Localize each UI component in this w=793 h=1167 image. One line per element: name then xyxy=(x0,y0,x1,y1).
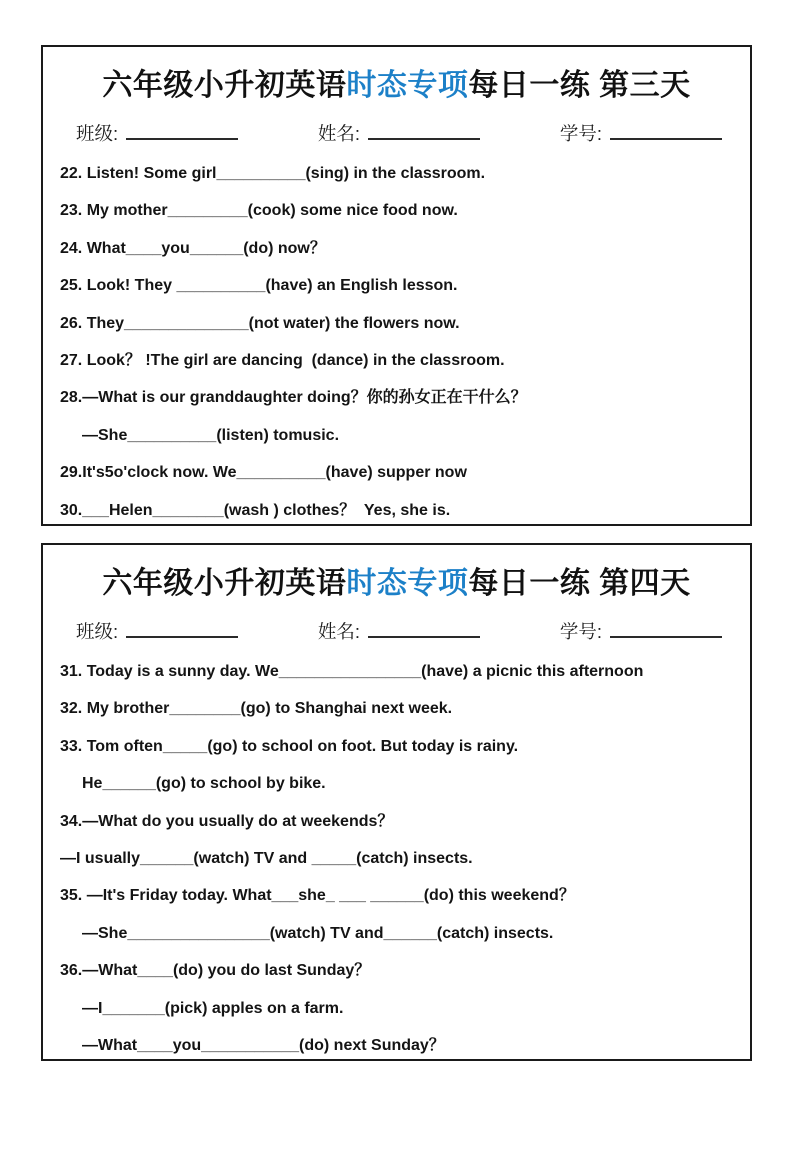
exercise-list xyxy=(43,155,750,529)
exercise-line: 31. Today is a sunny day. We________________(have) a picnic this afternoon xyxy=(60,663,644,680)
exercise-line: He______(go) to school by bike. xyxy=(82,775,326,793)
student-id-field-label: 学号: xyxy=(559,123,602,144)
name-field-label: 姓名: xyxy=(317,123,361,144)
exercise-line: —She________________(watch) TV and______(catch) insects. xyxy=(82,924,554,942)
exercise-line: —She__________(listen) tomusic. xyxy=(82,426,340,444)
exercise-line: 32. My brother________(go) to Shanghai next week. xyxy=(60,700,453,718)
exercise-line: 36.—What____(do) you do last Sunday？ xyxy=(60,962,371,980)
exercise-line: 25. Look! They __________(have) an English lesson. xyxy=(60,277,458,295)
exercise-line: —I_______(pick) apples on a farm. xyxy=(82,999,344,1017)
class-field-label: 班级: xyxy=(76,621,119,642)
name-field-blank xyxy=(368,119,480,140)
worksheet-day3 xyxy=(41,45,752,526)
title-suffix: 每日一练 第三天 xyxy=(468,69,691,102)
student-id-field xyxy=(560,119,722,146)
exercise-list xyxy=(43,653,750,1064)
class-field xyxy=(76,119,238,146)
class-field xyxy=(76,617,238,644)
exercise-line: 27. Look？ !The girl are dancing (dance) in the classroom. xyxy=(60,352,505,370)
student-id-field-blank xyxy=(610,119,722,140)
student-id-field-blank xyxy=(610,617,722,638)
exercise-line: 29.It's5o'clock now. We__________(have) supper now xyxy=(60,464,467,482)
student-info-row xyxy=(76,119,722,146)
class-field-label: 班级: xyxy=(76,123,119,144)
exercise-line: 33. Tom often_____(go) to school on foot. But today is rainy. xyxy=(60,737,519,755)
student-id-field-label: 学号: xyxy=(559,621,602,642)
exercise-line: —What____you___________(do) next Sunday？ xyxy=(82,1037,445,1055)
name-field-label: 姓名: xyxy=(317,621,361,642)
name-field xyxy=(318,617,480,644)
worksheet-page xyxy=(0,45,793,1167)
title-suffix: 每日一练 第四天 xyxy=(468,567,691,600)
name-field-blank xyxy=(368,617,480,638)
exercise-line: 23. My mother_________(cook) some nice food now. xyxy=(60,202,458,220)
worksheet-day4 xyxy=(41,543,752,1061)
exercise-line: 26. They______________(not water) the flowers now. xyxy=(60,314,460,332)
page-title xyxy=(43,60,750,104)
exercise-line: 34.—What do you usually do at weekends？ xyxy=(60,812,394,830)
student-info-row xyxy=(76,617,722,644)
exercise-line: 28.—What is our granddaughter doing？你的孙女正在干什么？ xyxy=(60,389,527,407)
title-prefix: 六年级小升初英语 xyxy=(102,69,347,102)
exercise-line: 35. —It's Friday today. What___she_ ___ ______(do) this weekend？ xyxy=(60,887,575,905)
class-field-blank xyxy=(126,119,238,140)
title-highlight: 时态专项 xyxy=(346,69,469,102)
class-field-blank xyxy=(126,617,238,638)
title-highlight: 时态专项 xyxy=(346,567,469,600)
title-prefix: 六年级小升初英语 xyxy=(102,567,347,600)
exercise-line: 22. Listen! Some girl__________(sing) in the classroom. xyxy=(60,165,486,182)
name-field xyxy=(318,119,480,146)
student-id-field xyxy=(560,617,722,644)
exercise-line: 24. What____you______(do) now？ xyxy=(60,239,326,257)
exercise-line: 30.___Helen________(wash ) clothes？ Yes, she is. xyxy=(60,501,451,519)
page-title xyxy=(43,558,750,602)
exercise-line: —I usually______(watch) TV and _____(catch) insects. xyxy=(60,850,473,868)
